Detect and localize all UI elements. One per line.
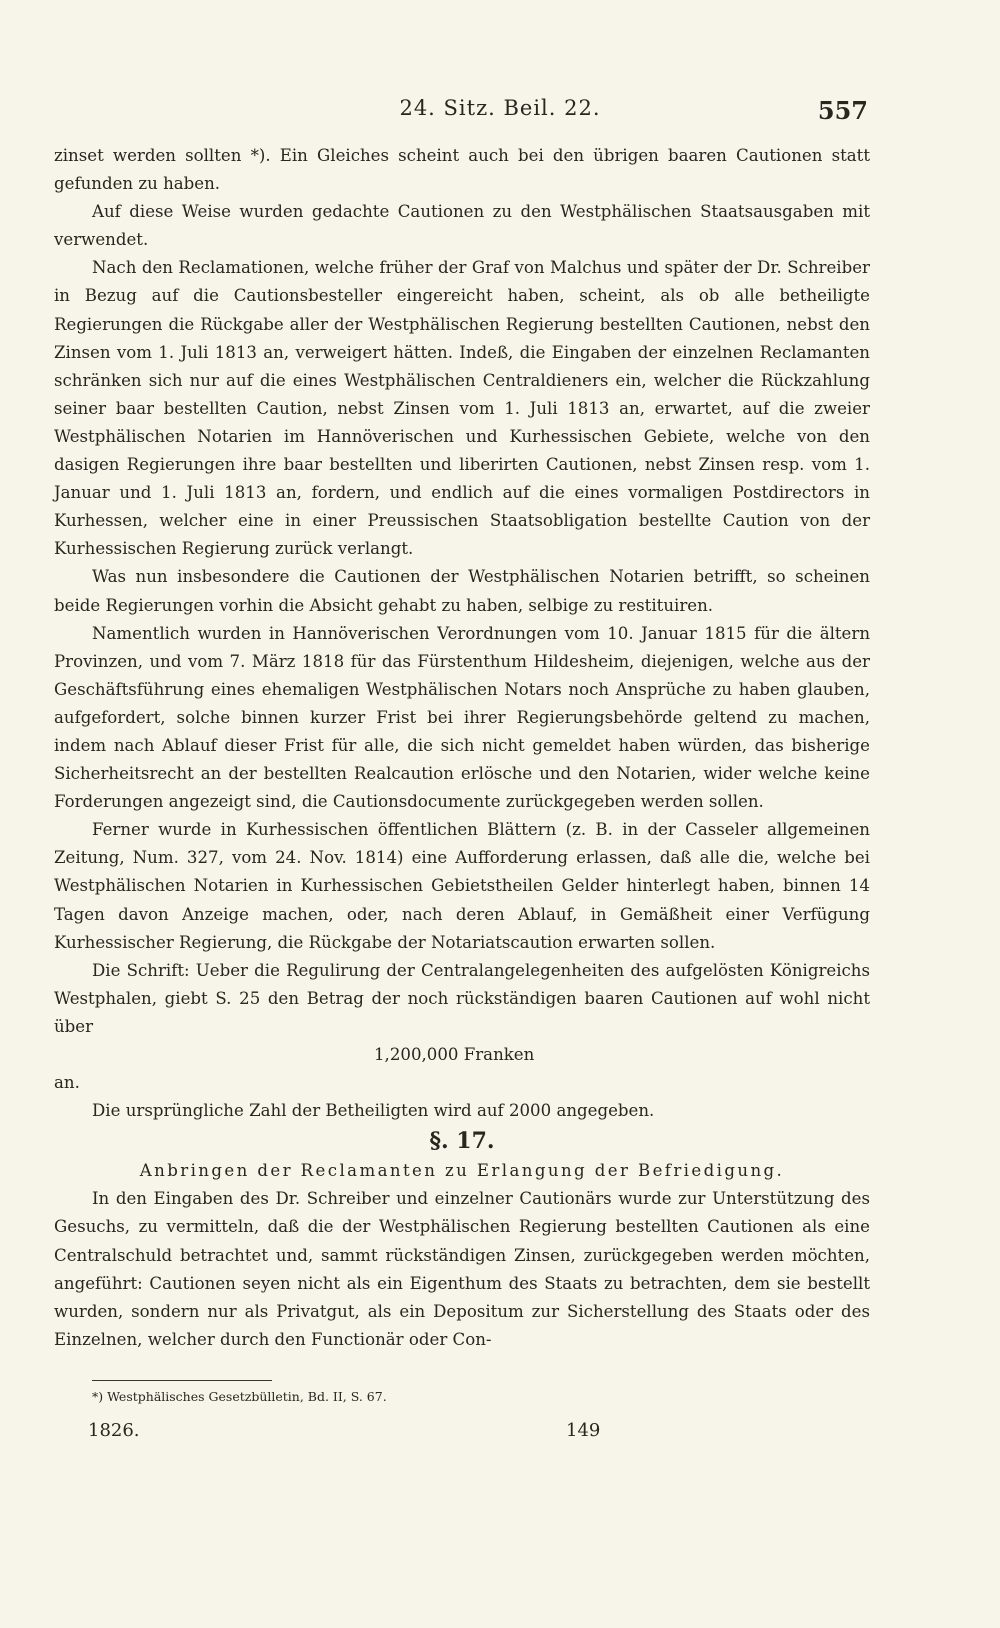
paragraph: zinset werden sollten *). Ein Gleiches scheint auch bei den übrigen baaren Cautionen statt gefunden zu haben. [54,146,870,194]
paragraph: Ferner wurde in Kurhessischen öffentlichen Blättern (z. B. in der Casseler allgemeinen Zeitung, Num. 327, vom 24. Nov. 1814) eine Aufforderung erlassen, daß alle die, welche bei Westphälischen Notarien in Kurhessischen Gebietstheilen Gelder hinterlegt haben, binnen 14 Tagen davon Anzeige machen, oder, nach deren Ablauf, in Gemäßheit einer Verfügung Kurhessischer Regierung, die Rückgabe der Notariatscaution erwarten sollen. [54,820,870,952]
signature-mark: 149 [566,1420,601,1441]
paragraph: Nach den Reclamationen, welche früher der Graf von Malchus und später der Dr. Schreiber in Bezug auf die Cautionsbesteller eingereicht haben, scheint, als ob alle betheiligte Regierungen die Rückgabe aller der Westphälischen Regierung bestellten Cautionen, nebst den Zinsen vom 1. Juli 1813 an, verweigert hätten. Indeß, die Eingaben der einzelnen Reclamanten schränken sich nur auf die eines Westphälischen Centraldieners ein, welcher die Rückzahlung seiner baar bestellten Caution, nebst Zinsen vom 1. Juli 1813 an, erwartet, auf die zweier Westphälischen Notarien im Hannöverischen und Kurhessischen Gebiete, welche von den dasigen Regierungen ihre baar bestellten und liberirten Cautionen, nebst Zinsen resp. vom 1. Januar und 1. Juli 1813 an, fordern, und endlich auf die eines vormaligen Postdirectors in Kurhessen, welcher eine in einer Preussischen Staatsobligation bestellte Caution von der Kurhessischen Regierung zurück verlangt. [54,258,870,559]
paragraph: Auf diese Weise wurden gedachte Cautionen zu den Westphälischen Staatsausgaben mit verwendet. [54,202,870,250]
amount-line: 1,200,000 Franken [374,1045,535,1064]
page-header [0,96,1000,130]
paragraph: Namentlich wurden in Hannöverischen Verordnungen vom 10. Januar 1815 für die ältern Provinzen, und vom 7. März 1818 für das Fürstenthum Hildesheim, diejenigen, welche aus der Geschäftsführung eines ehemaligen Westphälischen Notars noch Ansprüche zu haben glauben, aufgefordert, solche binnen kurzer Frist bei ihrer Regierungsbehörde geltend zu machen, indem nach Ablauf dieser Frist für alle, die sich nicht gemeldet haben würden, das bisherige Sicherheitsrecht an der bestellten Realcaution erlösche und den Notarien, wider welche keine Forderungen angezeigt sind, die Cautionsdocumente zurückgegeben werden sollen. [54,623,870,812]
footer-year: 1826. [88,1420,140,1441]
page-number: 557 [817,96,868,125]
paragraph: Die Schrift: Ueber die Regulirung der Centralangelegenheiten des aufgelösten Königreichs Westphalen, giebt S. 25 den Betrag der noch rückständigen baaren Cautionen auf wohl nicht über [54,960,870,1036]
main-text [54,142,870,1354]
section-title: Anbringen der Reclamanten zu Erlangung der Befriedigung. [139,1161,785,1181]
paragraph: Was nun insbesondere die Cautionen der Westphälischen Notarien betrifft, so scheinen beide Regierungen vorhin die Absicht gehabt zu haben, selbige zu restituiren. [54,567,870,615]
footnote: *) Westphälisches Gesetzbülletin, Bd. II, S. 67. [92,1389,387,1404]
page-footer [88,1420,608,1448]
section-number: §. 17. [429,1128,495,1155]
paragraph: In den Eingaben des Dr. Schreiber und einzelner Cautionärs wurde zur Unterstützung des Gesuchs, zu vermitteln, daß die der Westphälischen Regierung bestellten Cautionen als eine Centralschuld betrachtet und, sammt rückständigen Zinsen, zurückgegeben werden möchten, angeführt: Cautionen seyen nicht als ein Eigenthum des Staats zu betrachten, dem sie bestellt wurden, sondern nur als Privatgut, als ein Depositum zur Sicherstellung des Staats oder des Einzelnen, welcher durch den Functionär oder Con- [54,1189,870,1349]
paragraph: Die ursprüngliche Zahl der Betheiligten wird auf 2000 angegeben. [92,1101,655,1121]
running-head: 24. Sitz. Beil. 22. [399,96,601,120]
amount-suffix: an. [54,1073,80,1093]
footnote-divider [92,1380,272,1381]
